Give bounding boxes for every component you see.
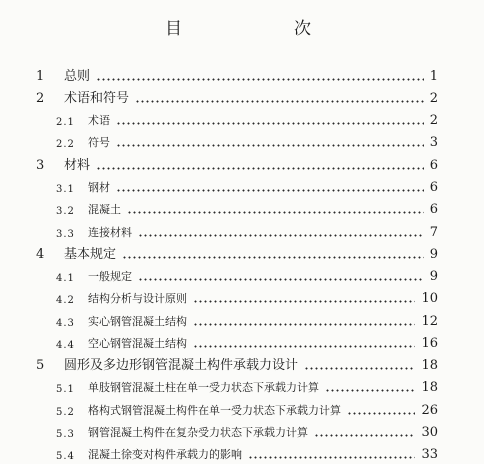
toc-entry-page: 12	[421, 314, 438, 329]
toc-entry-number: 3	[36, 158, 45, 173]
toc-entry-title: 基本规定	[64, 247, 117, 262]
toc-entry-number: 5.4	[56, 451, 75, 462]
toc-entry[interactable]	[0, 66, 484, 86]
dot-leader	[122, 256, 424, 259]
toc-entry[interactable]	[0, 88, 484, 108]
dot-leader	[193, 300, 415, 303]
toc-entry[interactable]	[0, 155, 484, 175]
toc-entry-number: 2	[36, 91, 45, 106]
toc-entry[interactable]	[0, 333, 484, 353]
toc-entry-page: 33	[421, 447, 438, 462]
dot-leader	[116, 189, 424, 192]
toc-entry-title: 一般规定	[88, 270, 132, 283]
toc-entry-page: 26	[421, 403, 438, 418]
toc-entry-page: 7	[429, 225, 438, 240]
toc-entry-title: 混凝土	[88, 203, 121, 216]
page-title: 目 次	[165, 19, 337, 39]
toc-entry[interactable]	[0, 444, 484, 464]
toc-entry-number: 2.2	[56, 139, 75, 150]
toc-entry-title: 材料	[64, 158, 91, 173]
toc-entry-title: 结构分析与设计原则	[88, 292, 187, 305]
toc-entry-title: 空心钢管混凝土结构	[88, 337, 187, 350]
dot-leader	[325, 389, 415, 392]
toc-entry-number: 1	[36, 69, 45, 84]
toc-entry-title: 符号	[88, 136, 110, 149]
toc-entry-title: 术语	[88, 114, 110, 127]
toc-entry-number: 5.3	[56, 429, 75, 440]
toc-entry-page: 2	[429, 91, 438, 106]
dot-leader	[347, 412, 415, 415]
toc-entry-page: 3	[429, 135, 438, 150]
toc-entry-number: 4.3	[56, 318, 75, 329]
toc-entry-title: 术语和符号	[64, 91, 130, 106]
toc-entry[interactable]	[0, 355, 484, 375]
toc-entry-title: 钢管混凝土构件在复杂受力状态下承载力计算	[88, 426, 308, 439]
toc-entry-page: 30	[421, 425, 438, 440]
dot-leader	[96, 167, 424, 170]
toc-entry[interactable]	[0, 110, 484, 130]
toc-entry-number: 4.4	[56, 340, 75, 351]
toc-entry-title: 总则	[64, 69, 91, 84]
toc-entry-page: 9	[429, 247, 438, 262]
dot-leader	[193, 323, 415, 326]
toc-entry-page: 10	[421, 291, 438, 306]
toc-entry-title: 钢材	[88, 181, 110, 194]
toc-entry[interactable]	[0, 222, 484, 242]
toc-entry-page: 16	[421, 336, 438, 351]
toc-entry-page: 18	[421, 358, 438, 373]
toc-entry-title: 混凝土徐变对构件承载力的影响	[88, 448, 242, 461]
toc-entry[interactable]	[0, 288, 484, 308]
toc-entry-number: 5.1	[56, 384, 75, 395]
toc-entry[interactable]	[0, 177, 484, 197]
dot-leader	[127, 211, 424, 214]
toc-entry[interactable]	[0, 377, 484, 397]
dot-leader	[138, 278, 424, 281]
toc-entry-number: 3.1	[56, 184, 75, 195]
toc-entry-page: 6	[429, 202, 438, 217]
toc-entry-title: 格构式钢管混凝土构件在单一受力状态下承载力计算	[88, 404, 341, 417]
toc-entry[interactable]	[0, 244, 484, 264]
toc-entry-number: 5	[36, 358, 45, 373]
toc-entry-page: 18	[421, 380, 438, 395]
toc-entry[interactable]	[0, 266, 484, 286]
toc-entry-title: 圆形及多边形钢管混凝土构件承载力设计	[64, 358, 299, 373]
dot-leader	[314, 434, 415, 437]
toc-entry-number: 3.2	[56, 206, 75, 217]
toc-entry-page: 6	[429, 180, 438, 195]
dot-leader	[96, 78, 424, 81]
toc-entry-number: 4.1	[56, 273, 75, 284]
toc-entry[interactable]	[0, 132, 484, 152]
toc-entry[interactable]	[0, 400, 484, 420]
dot-leader	[304, 367, 415, 370]
toc-entry-number: 4.2	[56, 295, 75, 306]
toc-entry-title: 单肢钢管混凝土柱在单一受力状态下承载力计算	[88, 381, 319, 394]
toc-entry[interactable]	[0, 199, 484, 219]
dot-leader	[248, 456, 415, 459]
toc-entry-title: 实心钢管混凝土结构	[88, 315, 187, 328]
toc-entry-title: 连接材料	[88, 226, 132, 239]
toc-entry-page: 1	[429, 69, 438, 84]
toc-entry-number: 3.3	[56, 229, 75, 240]
toc-entry-page: 9	[429, 269, 438, 284]
dot-leader	[135, 100, 424, 103]
toc-entry-number: 4	[36, 247, 45, 262]
toc-entry[interactable]	[0, 422, 484, 442]
dot-leader	[116, 144, 424, 147]
toc-entry-number: 2.1	[56, 117, 75, 128]
dot-leader	[138, 234, 424, 237]
toc-entry-page: 6	[429, 158, 438, 173]
toc-entry[interactable]	[0, 311, 484, 331]
toc-entry-number: 5.2	[56, 407, 75, 418]
dot-leader	[193, 345, 415, 348]
dot-leader	[116, 122, 424, 125]
toc-entry-page: 2	[429, 113, 438, 128]
